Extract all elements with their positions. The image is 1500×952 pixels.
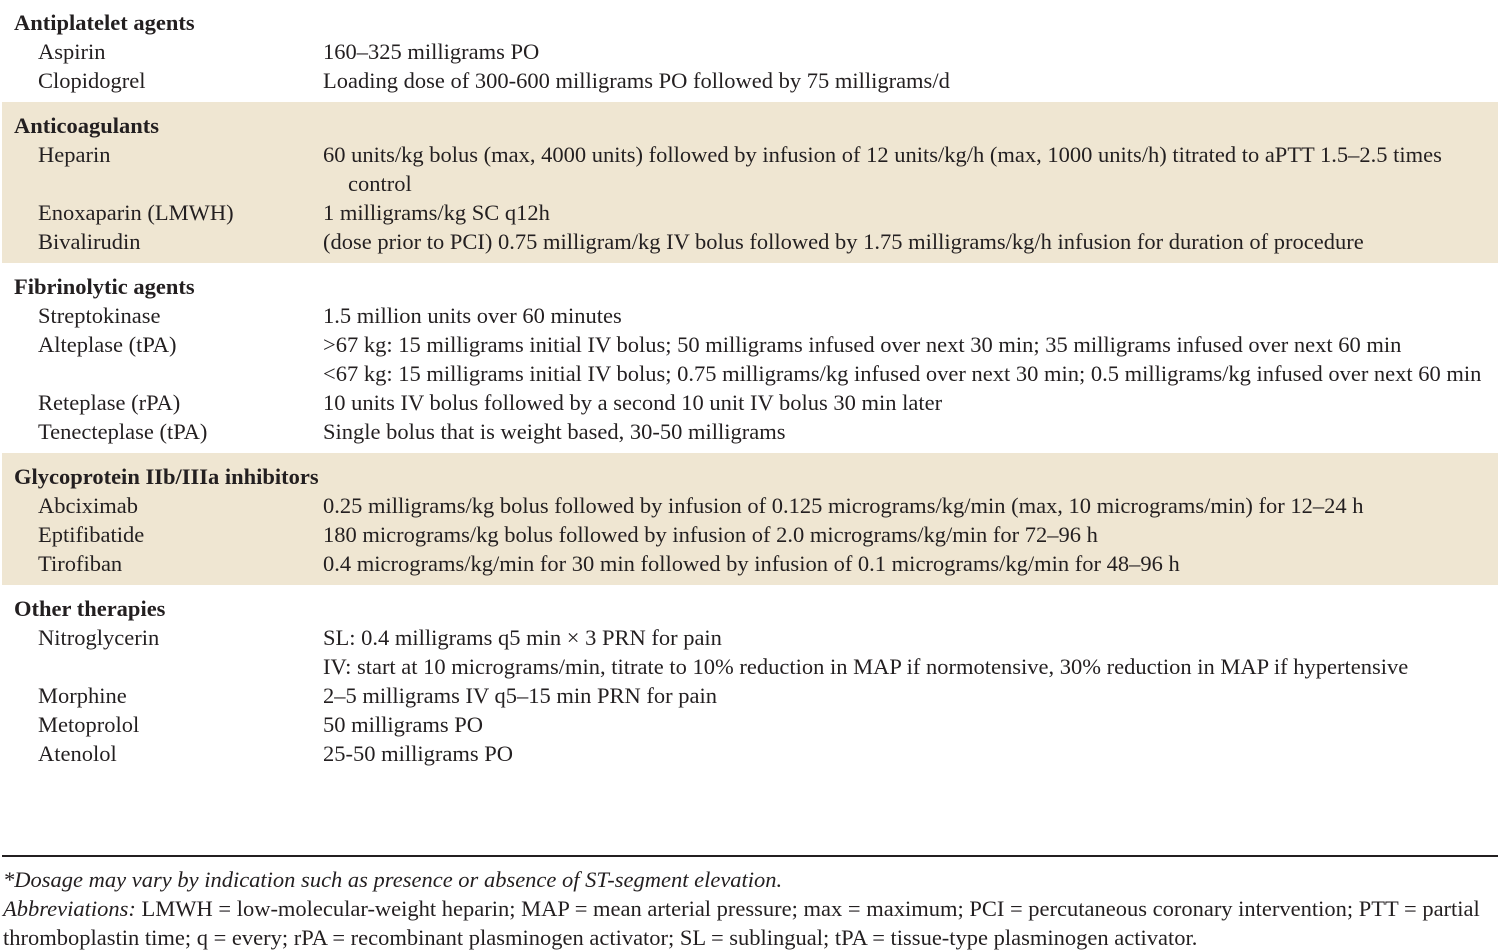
table-row bbox=[2, 198, 1498, 227]
table-row bbox=[2, 66, 1498, 95]
dose-cell bbox=[323, 491, 1498, 520]
dose-text: 2–5 milligrams IV q5–15 min PRN for pain bbox=[323, 683, 717, 708]
table-bottom-rule bbox=[2, 855, 1498, 857]
table-row bbox=[2, 520, 1498, 549]
dose-cell bbox=[323, 549, 1498, 578]
dose-text: Loading dose of 300-600 milligrams PO followed by 75 milligrams/d bbox=[323, 68, 950, 93]
table-row bbox=[2, 227, 1498, 256]
drug-class-group bbox=[2, 102, 1498, 263]
dose-text: SL: 0.4 milligrams q5 min × 3 PRN for pain bbox=[323, 625, 722, 650]
drug-name: Atenolol bbox=[38, 741, 117, 766]
dose-cell bbox=[323, 520, 1498, 549]
drug-name: Nitroglycerin bbox=[38, 625, 160, 650]
drug-class-heading: Fibrinolytic agents bbox=[14, 274, 195, 299]
table-row bbox=[2, 739, 1498, 768]
dose-cell bbox=[323, 66, 1498, 95]
abbreviations-label: Abbreviations: bbox=[3, 896, 136, 921]
drug-class-heading: Glycoprotein IIb/IIIa inhibitors bbox=[14, 464, 319, 489]
abbreviations-text: LMWH = low-molecular-weight heparin; MAP = mean arterial pressure; max = maximum; PCI = percutaneous coronary intervention; PTT = partial thromboplastin time; q = every; rPA = recombinant plasminogen activator; SL = sublingual; tPA = tissue-type plasminogen activator. bbox=[3, 896, 1480, 950]
drug-name: Tenecteplase (tPA) bbox=[38, 419, 208, 444]
dose-cell bbox=[323, 198, 1498, 227]
table-row bbox=[2, 388, 1498, 417]
drug-name: Alteplase (tPA) bbox=[38, 332, 177, 357]
dose-cell bbox=[323, 739, 1498, 768]
dose-text: <67 kg: 15 milligrams initial IV bolus; 0.75 milligrams/kg infused over next 30 min; 0.5 milligrams/kg infused over next 60 min bbox=[323, 361, 1482, 386]
drug-name: Aspirin bbox=[38, 39, 106, 64]
table-row bbox=[2, 301, 1498, 330]
dose-cell bbox=[323, 710, 1498, 739]
dose-text: 10 units IV bolus followed by a second 10 unit IV bolus 30 min later bbox=[323, 390, 943, 415]
drug-name: Clopidogrel bbox=[38, 68, 146, 93]
dose-text: 180 micrograms/kg bolus followed by infusion of 2.0 micrograms/kg/min for 72–96 h bbox=[323, 522, 1098, 547]
drug-name: Eptifibatide bbox=[38, 522, 145, 547]
drug-name: Enoxaparin (LMWH) bbox=[38, 200, 234, 225]
dose-text: IV: start at 10 micrograms/min, titrate to 10% reduction in MAP if normotensive, 30% reduction in MAP if hypertensive bbox=[323, 654, 1409, 679]
dose-cell bbox=[323, 330, 1498, 388]
drug-name: Tirofiban bbox=[38, 551, 123, 576]
dose-text: 50 milligrams PO bbox=[323, 712, 484, 737]
drug-class-heading: Anticoagulants bbox=[14, 113, 160, 138]
table-row bbox=[2, 37, 1498, 66]
dose-text: (dose prior to PCI) 0.75 milligram/kg IV bolus followed by 1.75 milligrams/kg/h infusion for duration of procedure bbox=[323, 229, 1364, 254]
dose-cell bbox=[323, 140, 1498, 198]
table-row bbox=[2, 549, 1498, 578]
drug-name: Morphine bbox=[38, 683, 127, 708]
table-row bbox=[2, 623, 1498, 681]
table-row bbox=[2, 417, 1498, 446]
drug-class-heading: Antiplatelet agents bbox=[14, 10, 195, 35]
drug-class-heading: Other therapies bbox=[14, 596, 166, 621]
table-row bbox=[2, 710, 1498, 739]
drug-name: Abciximab bbox=[38, 493, 138, 518]
dose-cell bbox=[323, 681, 1498, 710]
dose-text: >67 kg: 15 milligrams initial IV bolus; 50 milligrams infused over next 30 min; 35 milligrams infused over next 60 min bbox=[323, 332, 1402, 357]
drug-name: Metoprolol bbox=[38, 712, 140, 737]
dose-text: 1.5 million units over 60 minutes bbox=[323, 303, 622, 328]
dose-text: 60 units/kg bolus (max, 4000 units) followed by infusion of 12 units/kg/h (max, 1000 units/h) titrated to aPTT 1.5–2.5 times control bbox=[323, 142, 1442, 196]
table-row bbox=[2, 330, 1498, 388]
dose-cell bbox=[323, 301, 1498, 330]
drug-name: Streptokinase bbox=[38, 303, 161, 328]
drug-class-group bbox=[2, 453, 1498, 585]
dose-text: 1 milligrams/kg SC q12h bbox=[323, 200, 550, 225]
drug-name: Bivalirudin bbox=[38, 229, 141, 254]
table-footnotes bbox=[3, 865, 1497, 952]
drug-name: Heparin bbox=[38, 142, 111, 167]
dose-text: 25-50 milligrams PO bbox=[323, 741, 513, 766]
dose-cell bbox=[323, 417, 1498, 446]
dosage-footnote: *Dosage may vary by indication such as presence or absence of ST-segment elevation. bbox=[3, 867, 783, 892]
dose-text: 0.25 milligrams/kg bolus followed by infusion of 0.125 micrograms/kg/min (max, 10 micrograms/min) for 12–24 h bbox=[323, 493, 1364, 518]
dose-text: 0.4 micrograms/kg/min for 30 min followed by infusion of 0.1 micrograms/kg/min for 48–96 h bbox=[323, 551, 1180, 576]
dose-cell bbox=[323, 388, 1498, 417]
drug-class-group bbox=[2, 0, 1498, 102]
dose-text: Single bolus that is weight based, 30-50 milligrams bbox=[323, 419, 786, 444]
drug-name: Reteplase (rPA) bbox=[38, 390, 181, 415]
dose-cell bbox=[323, 37, 1498, 66]
table-row bbox=[2, 681, 1498, 710]
dose-text: 160–325 milligrams PO bbox=[323, 39, 540, 64]
drug-class-group bbox=[2, 263, 1498, 453]
dosage-table bbox=[2, 0, 1498, 775]
drug-class-group bbox=[2, 585, 1498, 775]
abbreviations-footnote bbox=[3, 894, 1497, 952]
table-row bbox=[2, 140, 1498, 198]
table-row bbox=[2, 491, 1498, 520]
dose-cell bbox=[323, 623, 1498, 681]
dose-cell bbox=[323, 227, 1498, 256]
